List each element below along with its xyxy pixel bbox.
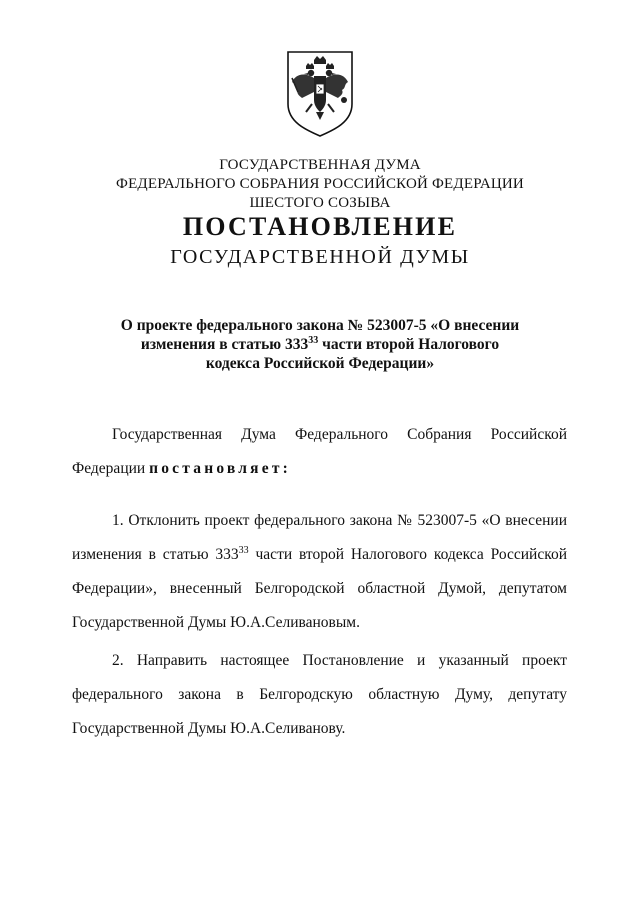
resolution-subject: [0, 316, 640, 373]
preamble-line-2: [72, 452, 567, 486]
russian-coat-of-arms-icon: [284, 48, 356, 138]
document-subtitle: ГОСУДАРСТВЕННОЙ ДУМЫ: [170, 246, 470, 268]
item-1-text: части второй Налогового кодекса Российской: [248, 546, 567, 563]
preamble-text: Федерации: [72, 460, 150, 477]
subject-line-1: О проекте федерального закона № 523007-5 «О внесении: [120, 317, 520, 334]
resolution-body: [72, 418, 567, 746]
article-superscript: 33: [238, 545, 249, 556]
subject-line-3: кодекса Российской Федерации»: [205, 355, 435, 372]
item-1-line-1: 1. Отклонить проект федерального закона № 523007-5 «О внесении: [112, 512, 567, 529]
subject-text: изменения в статью 333: [140, 336, 309, 353]
item-2-line-2: федерального закона в Белгородскую областную Думу, депутату: [72, 686, 567, 703]
item-2-line-1: 2. Направить настоящее Постановление и указанный проект: [112, 652, 567, 669]
item-1-text: изменения в статью 333: [72, 546, 239, 563]
header-line-convocation: ШЕСТОГО СОЗЫВА: [249, 195, 391, 211]
item-1-line-4: Государственной Думы Ю.А.Селивановым.: [72, 614, 360, 631]
item-1-line-2: [72, 538, 567, 572]
preamble-line-1: Государственная Дума Федерального Собрания Российской: [112, 426, 567, 443]
resolves-keyword: постановляет:: [149, 460, 291, 477]
subject-line-2: [0, 335, 640, 354]
document-title: ПОСТАНОВЛЕНИЕ: [182, 212, 458, 241]
item-1-line-3: Федерации», внесенный Белгородской областной Думой, депутатом: [72, 580, 567, 597]
header-line-federal-assembly: ФЕДЕРАЛЬНОГО СОБРАНИЯ РОССИЙСКОЙ ФЕДЕРАЦИИ: [116, 176, 524, 192]
issuer-header: [0, 156, 640, 213]
article-superscript: 33: [308, 335, 319, 346]
header-line-duma: ГОСУДАРСТВЕННАЯ ДУМА: [219, 157, 421, 173]
subject-text: части второй Налогового: [318, 336, 500, 353]
item-2-line-3: Государственной Думы Ю.А.Селиванову.: [72, 720, 346, 737]
